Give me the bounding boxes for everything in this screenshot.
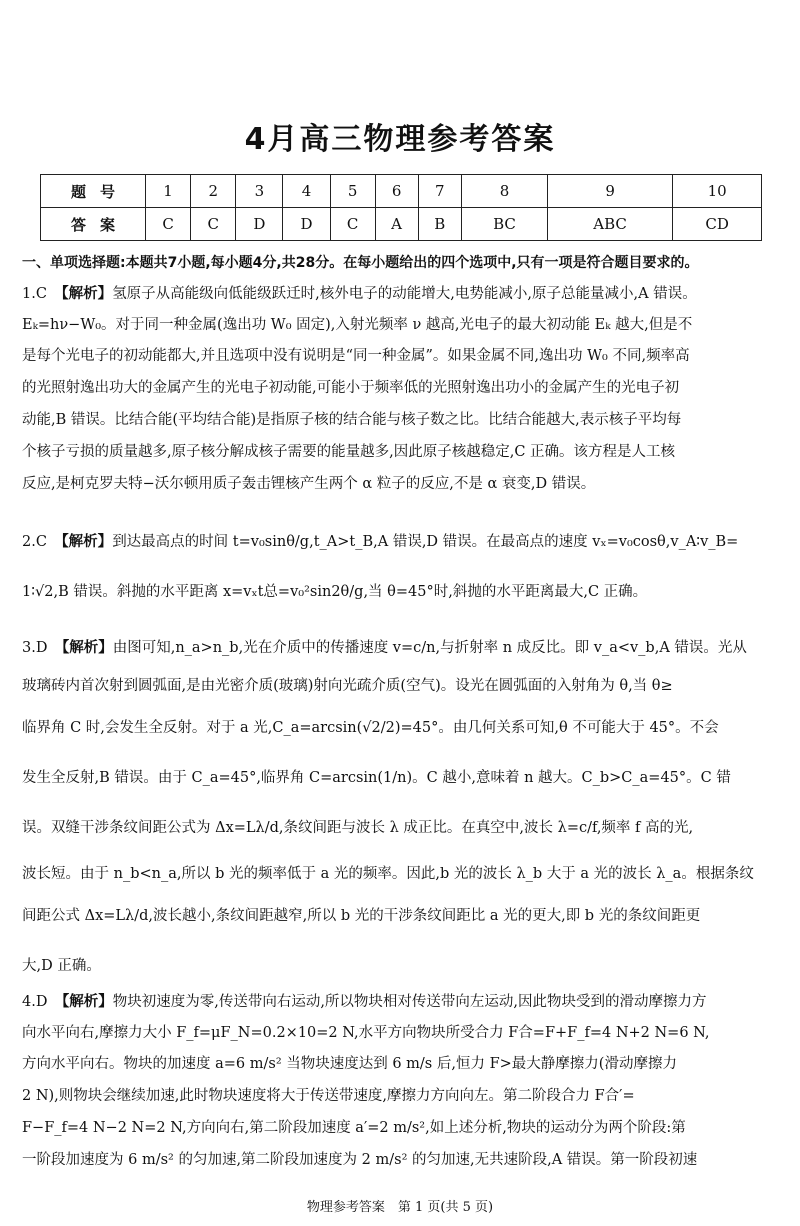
question-line: 波长短。由于 n_b<n_a,所以 b 光的频率低于 a 光的频率。因此,b 光的波长 λ_b 大于 a 光的波长 λ_a。根据条纹 [22, 866, 754, 882]
question-line: 临界角 C 时,会发生全反射。对于 a 光,C_a=arcsin(√2/2)=45°。由几何关系可知,θ 不可能大于 45°。不会 [22, 720, 719, 736]
question-line: 方向水平向右。物块的加速度 a=6 m/s² 当物块速度达到 6 m/s 后,恒力 F>最大静摩擦力(滑动摩擦力 [22, 1056, 677, 1072]
question-line: 一阶段加速度为 6 m/s² 的匀加速,第二阶段加速度为 2 m/s² 的匀加速,无共速阶段,A 错误。第一阶段初速 [22, 1152, 698, 1168]
answer-label: 答案 [41, 208, 146, 241]
question-line: 动能,B 错误。比结合能(平均结合能)是指原子核的结合能与核子数之比。比结合能越大,表示核子平均每 [22, 412, 682, 428]
question-number: 6 [375, 175, 418, 208]
question-line: 向水平向右,摩擦力大小 F_f=μF_N=0.2×10=2 N,水平方向物块所受合力 F合=F+F_f=4 N+2 N=6 N, [22, 1025, 710, 1041]
answer-cell: D [283, 208, 330, 241]
question-line: 间距公式 Δx=Lλ/d,波长越小,条纹间距越窄,所以 b 光的干涉条纹间距比 a 光的更大,即 b 光的条纹间距更 [22, 908, 701, 924]
question-number: 1 [146, 175, 191, 208]
header-label: 题号 [41, 175, 146, 208]
question-line: F−F_f=4 N−2 N=2 N,方向向右,第二阶段加速度 a′=2 m/s²,如上述分析,物块的运动分为两个阶段:第 [22, 1120, 686, 1136]
page-footer: 物理参考答案 第 1 页(共 5 页) [306, 1200, 494, 1215]
analysis-tag: 【解析】 [61, 994, 113, 1010]
question-line: 个核子亏损的质量越多,原子核分解成核子需要的能量越多,因此原子核越稳定,C 正确。该方程是人工核 [22, 444, 676, 460]
question-line: Eₖ=hν−W₀。对于同一种金属(逸出功 W₀ 固定),入射光频率 ν 越高,光电子的最大初动能 Eₖ 越大,但是不 [22, 317, 693, 333]
answer-cell: A [375, 208, 418, 241]
question-number-label: 2.C [22, 534, 47, 550]
question-line: 反应,是柯克罗夫特−沃尔顿用质子轰击锂核产生两个 α 粒子的反应,不是 α 衰变,D 错误。 [22, 476, 596, 492]
answer-cell: ABC [548, 208, 673, 241]
question-number-label: 1.C [22, 286, 47, 302]
question-line [22, 282, 697, 303]
question-text: 物块初速度为零,传送带向右运动,所以物块相对传送带向左运动,因此物块受到的滑动摩擦力方 [112, 994, 707, 1010]
question-line: 1∶√2,B 错误。斜抛的水平距离 x=vₓt总=v₀²sin2θ/g,当 θ=45°时,斜抛的水平距离最大,C 正确。 [22, 584, 648, 600]
question-line: 发生全反射,B 错误。由于 C_a=45°,临界角 C=arcsin(1/n)。C 越小,意味着 n 越大。C_b>C_a=45°。C 错 [22, 770, 731, 786]
question-number: 9 [548, 175, 673, 208]
page-title: 4月高三物理参考答案 [244, 122, 556, 157]
question-line: 2 N),则物块会继续加速,此时物块速度将大于传送带速度,摩擦力方向向左。第二阶段合力 F合′= [22, 1088, 635, 1104]
answer-table-answer-row [41, 208, 762, 241]
question-text: 到达最高点的时间 t=v₀sinθ/g,t_A>t_B,A 错误,D 错误。在最高点的速度 vₓ=v₀cosθ,v_A∶v_B= [112, 534, 739, 550]
question-number: 10 [673, 175, 762, 208]
question-line: 的光照射逸出功大的金属产生的光电子初动能,可能小于频率低的光照射逸出功小的金属产生的光电子初 [22, 380, 680, 396]
question-text: 氢原子从高能级向低能级跃迁时,核外电子的动能增大,电势能减小,原子总能量减小,A 错误。 [112, 286, 697, 302]
answer-cell: C [191, 208, 236, 241]
question-number: 2 [191, 175, 236, 208]
question-number-label: 3.D [22, 640, 48, 656]
question-number-label: 4.D [22, 994, 48, 1010]
analysis-tag: 【解析】 [61, 640, 113, 656]
answer-cell: C [146, 208, 191, 241]
question-line: 误。双缝干涉条纹间距公式为 Δx=Lλ/d,条纹间距与波长 λ 成正比。在真空中,波长 λ=c/f,频率 f 高的光, [22, 820, 694, 836]
question-line [22, 990, 707, 1011]
question-number: 3 [236, 175, 283, 208]
answer-table-number-row [41, 175, 762, 208]
answer-cell: D [236, 208, 283, 241]
question-number: 5 [330, 175, 375, 208]
question-line [22, 530, 738, 551]
question-number: 8 [462, 175, 548, 208]
section-heading: 一、单项选择题:本题共7小题,每小题4分,共28分。在每小题给出的四个选项中,只有一项是符合题目要求的。 [22, 255, 699, 271]
answer-cell: B [418, 208, 462, 241]
answer-cell: CD [673, 208, 762, 241]
question-number: 7 [418, 175, 462, 208]
question-text: 由图可知,n_a>n_b,光在介质中的传播速度 v=c/n,与折射率 n 成反比。即 v_a<v_b,A 错误。光从 [112, 640, 747, 656]
question-number: 4 [283, 175, 330, 208]
question-line [22, 636, 747, 657]
answer-cell: BC [462, 208, 548, 241]
analysis-tag: 【解析】 [61, 286, 113, 302]
answer-cell: C [330, 208, 375, 241]
analysis-tag: 【解析】 [61, 534, 113, 550]
question-line: 大,D 正确。 [22, 958, 101, 974]
question-line: 玻璃砖内首次射到圆弧面,是由光密介质(玻璃)射向光疏介质(空气)。设光在圆弧面的入射角为 θ,当 θ≥ [22, 678, 673, 694]
question-line: 是每个光电子的初动能都大,并且选项中没有说明是“同一种金属”。如果金属不同,逸出功 W₀ 不同,频率高 [22, 348, 690, 364]
answer-table [40, 174, 762, 241]
